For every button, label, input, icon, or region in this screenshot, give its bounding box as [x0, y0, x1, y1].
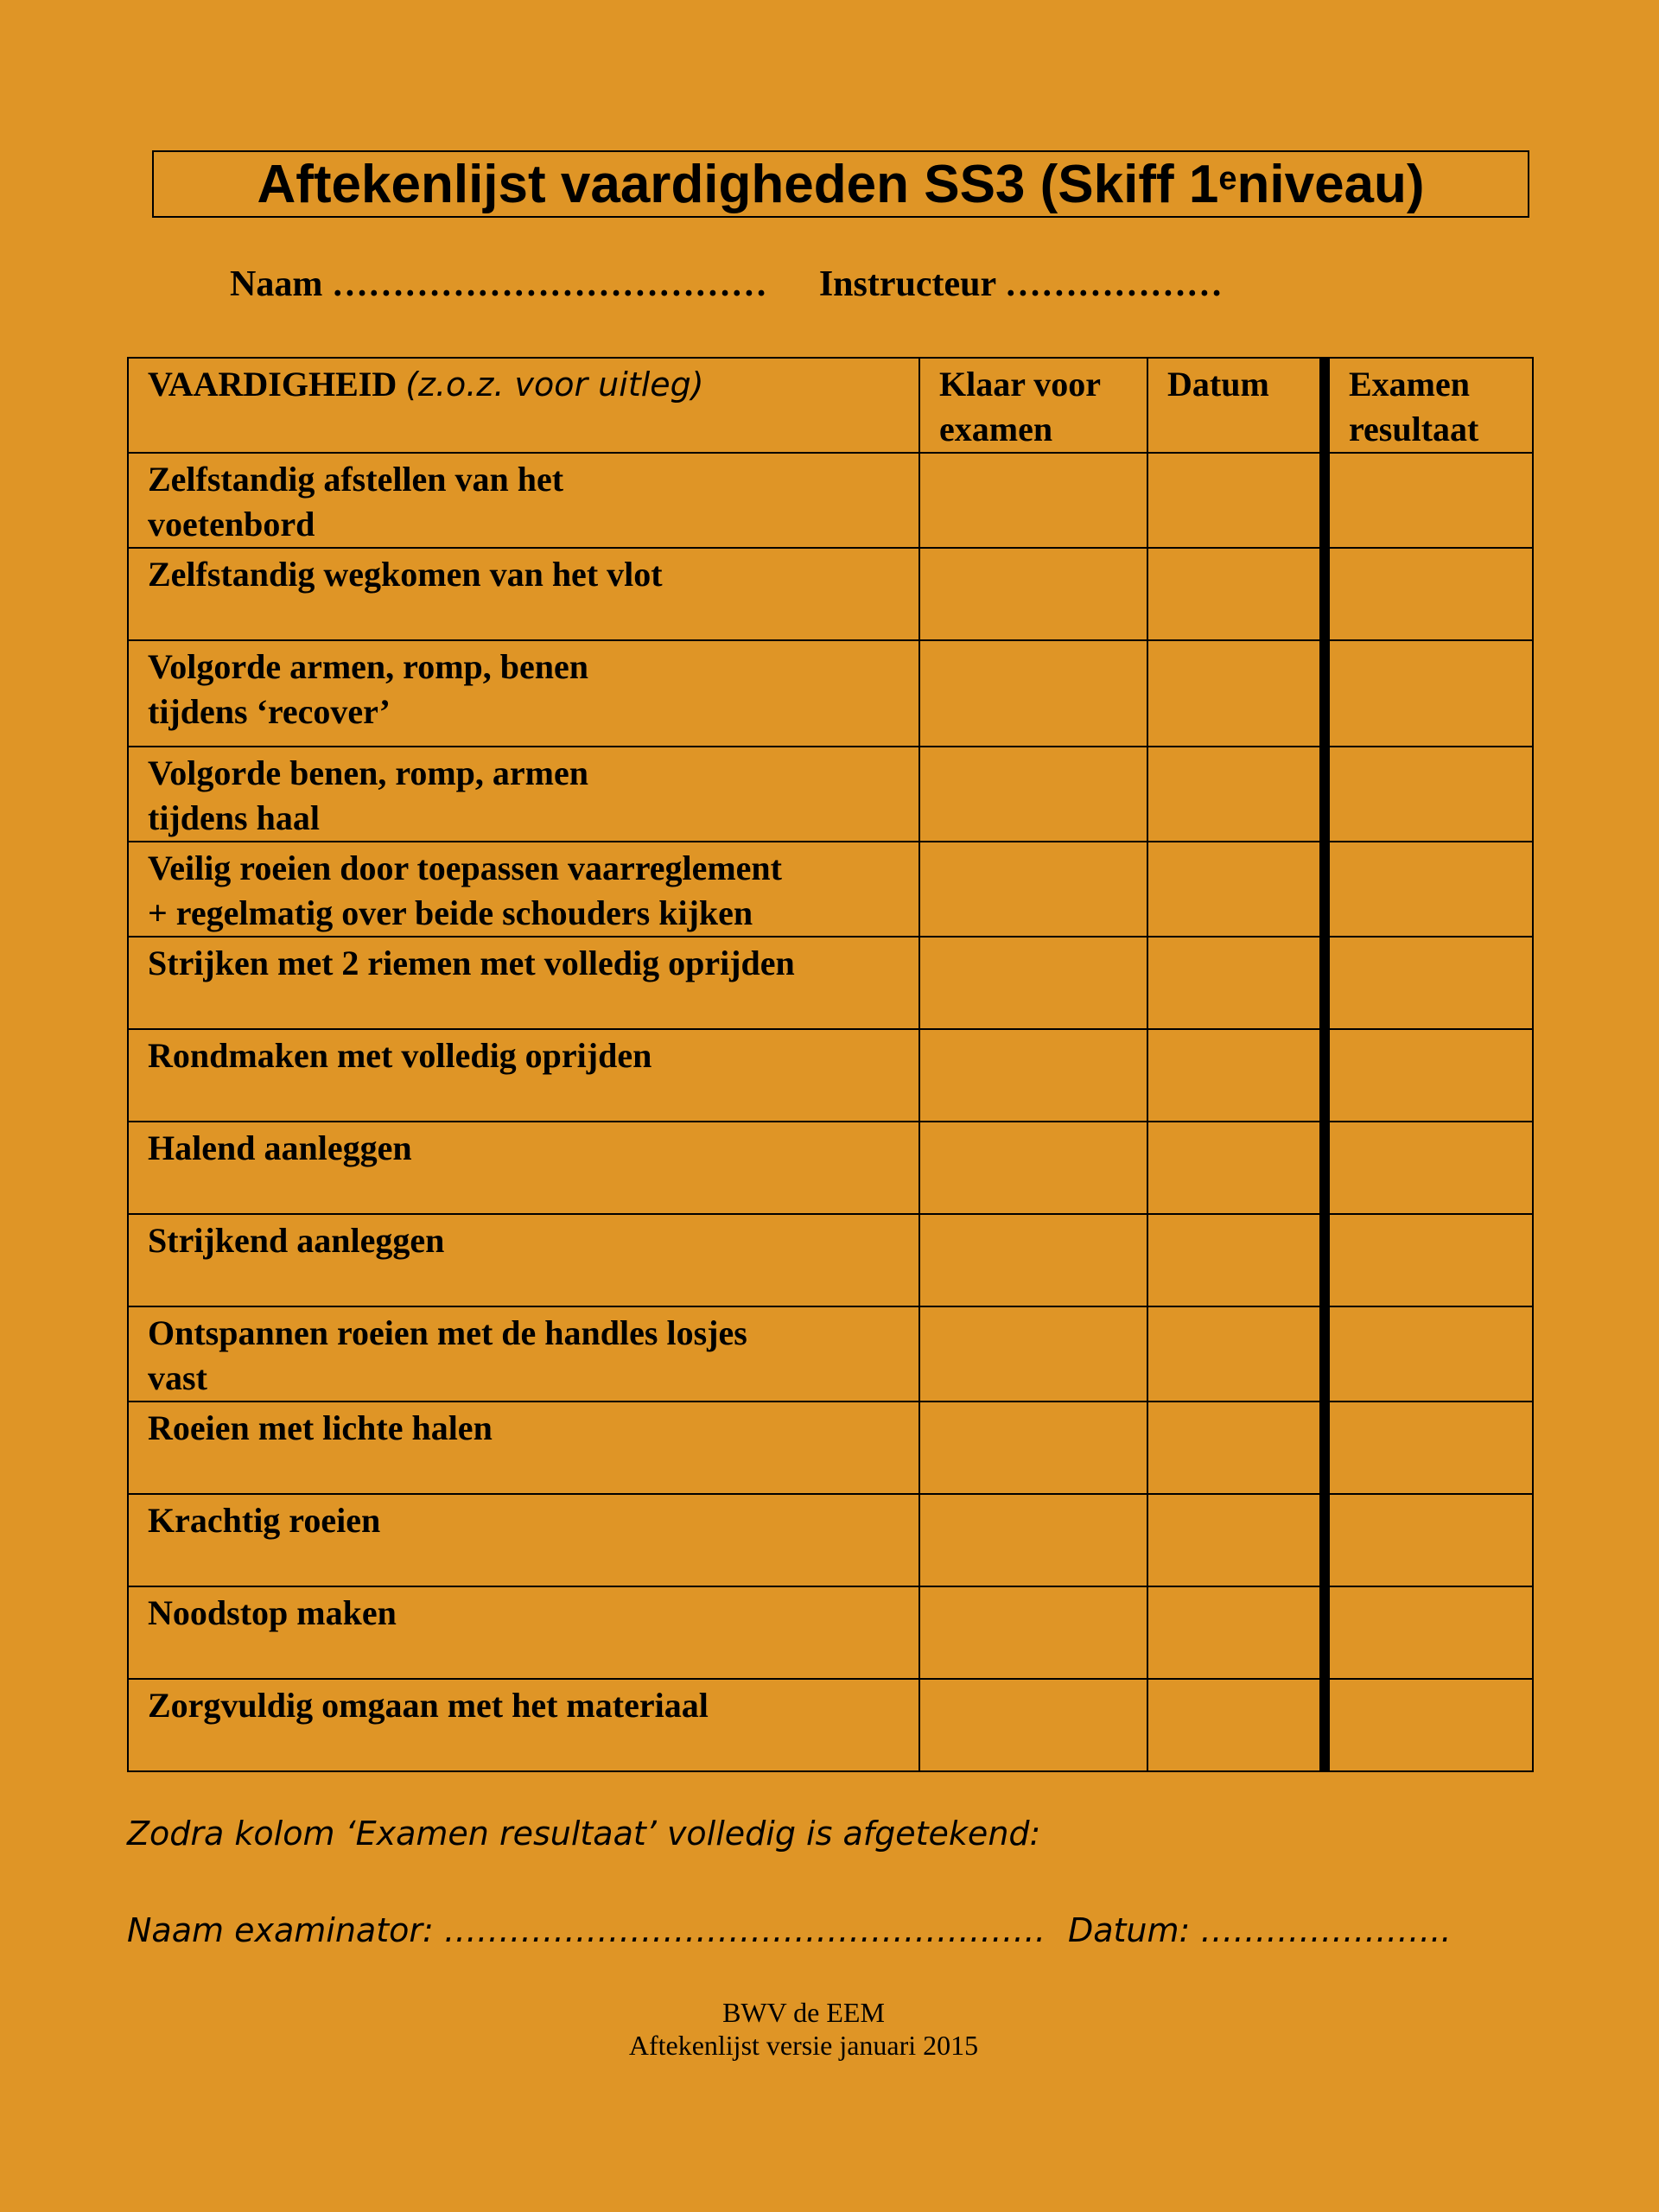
skill-label-continued: + regelmatig over beide schouders kijken — [148, 893, 753, 932]
skill-cell — [128, 1679, 919, 1771]
skill-label-continued: vast — [148, 1358, 207, 1397]
date-cell[interactable] — [1147, 1494, 1325, 1586]
skill-cell — [128, 1586, 919, 1679]
skill-cell — [128, 1494, 919, 1586]
header-ready: Klaar voor examen — [919, 358, 1147, 453]
examiner-date-field: Datum: ………………….. — [1067, 1911, 1452, 1949]
ready-cell[interactable] — [919, 640, 1147, 747]
result-cell[interactable] — [1325, 937, 1533, 1029]
table-row — [128, 1586, 1533, 1679]
skill-label: Veilig roeien door toepassen vaarreglement — [148, 849, 782, 887]
date-cell[interactable] — [1147, 1029, 1325, 1122]
date-cell[interactable] — [1147, 1679, 1325, 1771]
date-cell[interactable] — [1147, 1306, 1325, 1402]
skill-label-continued: tijdens haal — [148, 798, 320, 837]
instructeur-field: Instructeur ……………… — [818, 264, 1223, 304]
examiner-name-field: Naam examinator: ………………………………………………. — [127, 1911, 1046, 1949]
table-row — [128, 842, 1533, 937]
title-text-end: niveau) — [1236, 154, 1425, 214]
ready-cell[interactable] — [919, 1402, 1147, 1494]
skill-label: Volgorde armen, romp, benen — [148, 647, 588, 686]
date-cell[interactable] — [1147, 937, 1325, 1029]
date-cell[interactable] — [1147, 1214, 1325, 1306]
date-cell[interactable] — [1147, 548, 1325, 640]
date-cell[interactable] — [1147, 453, 1325, 548]
skill-cell — [128, 842, 919, 937]
table-row — [128, 1029, 1533, 1122]
ready-cell[interactable] — [919, 1494, 1147, 1586]
skill-label: Ontspannen roeien met de handles losjes — [148, 1313, 747, 1352]
result-cell[interactable] — [1325, 1586, 1533, 1679]
skill-cell — [128, 1029, 919, 1122]
table-row — [128, 1402, 1533, 1494]
result-cell[interactable] — [1325, 640, 1533, 747]
ready-cell[interactable] — [919, 1679, 1147, 1771]
ready-cell[interactable] — [919, 1029, 1147, 1122]
table-row — [128, 937, 1533, 1029]
table-row — [128, 747, 1533, 842]
skill-label: Zelfstandig afstellen van het — [148, 460, 564, 499]
name-fields — [230, 264, 1223, 305]
result-cell[interactable] — [1325, 1679, 1533, 1771]
skill-label-continued: tijdens ‘recover’ — [148, 692, 391, 731]
skill-label: Noodstop maken — [148, 1593, 397, 1632]
table-row — [128, 453, 1533, 548]
date-cell[interactable] — [1147, 640, 1325, 747]
ready-cell[interactable] — [919, 1586, 1147, 1679]
skill-label: Halend aanleggen — [148, 1128, 412, 1167]
skill-label: Volgorde benen, romp, armen — [148, 753, 588, 792]
result-cell[interactable] — [1325, 1214, 1533, 1306]
skill-cell — [128, 1122, 919, 1214]
result-cell[interactable] — [1325, 842, 1533, 937]
header-skill: VAARDIGHEID (z.o.z. voor uitleg) — [128, 358, 919, 453]
table-row — [128, 640, 1533, 747]
skill-cell — [128, 747, 919, 842]
table-row — [128, 1679, 1533, 1771]
footer-instruction: Zodra kolom ‘Examen resultaat’ volledig is afgetekend: — [127, 1815, 1041, 1853]
result-cell[interactable] — [1325, 1494, 1533, 1586]
table-header-row — [128, 358, 1533, 453]
date-cell[interactable] — [1147, 1402, 1325, 1494]
ready-cell[interactable] — [919, 747, 1147, 842]
result-cell[interactable] — [1325, 1029, 1533, 1122]
skill-cell — [128, 937, 919, 1029]
skill-label: Zorgvuldig omgaan met het materiaal — [148, 1686, 709, 1725]
skill-label-continued: voetenbord — [148, 505, 315, 543]
skills-table — [127, 357, 1534, 1772]
skill-cell — [128, 1214, 919, 1306]
naam-field: Naam ……………………………… — [230, 264, 767, 304]
result-cell[interactable] — [1325, 1402, 1533, 1494]
skill-cell — [128, 548, 919, 640]
date-cell[interactable] — [1147, 1122, 1325, 1214]
footer-version: Aftekenlijst versie januari 2015 — [628, 2030, 979, 2061]
result-cell[interactable] — [1325, 548, 1533, 640]
table-row — [128, 1306, 1533, 1402]
date-cell[interactable] — [1147, 1586, 1325, 1679]
page-title — [152, 150, 1529, 218]
title-text: Aftekenlijst vaardigheden SS3 (Skiff 1 — [257, 154, 1219, 214]
date-cell[interactable] — [1147, 842, 1325, 937]
ready-cell[interactable] — [919, 937, 1147, 1029]
ready-cell[interactable] — [919, 1306, 1147, 1402]
skill-label: Rondmaken met volledig oprijden — [148, 1036, 652, 1075]
table-row — [128, 1122, 1533, 1214]
skill-cell — [128, 453, 919, 548]
skill-label: Strijkend aanleggen — [148, 1221, 445, 1260]
header-skill-note: (z.o.z. voor uitleg) — [405, 365, 704, 404]
result-cell[interactable] — [1325, 1122, 1533, 1214]
ready-cell[interactable] — [919, 1214, 1147, 1306]
footer-org: BWV de EEM — [722, 1997, 885, 2028]
skill-label: Zelfstandig wegkomen van het vlot — [148, 555, 663, 594]
table-row — [128, 1494, 1533, 1586]
ready-cell[interactable] — [919, 548, 1147, 640]
skill-cell — [128, 1402, 919, 1494]
skill-label: Strijken met 2 riemen met volledig oprijden — [148, 944, 795, 982]
skill-label: Roeien met lichte halen — [148, 1408, 493, 1447]
examiner-line — [127, 1911, 1452, 1949]
result-cell[interactable] — [1325, 747, 1533, 842]
table-row — [128, 1214, 1533, 1306]
skill-cell — [128, 640, 919, 747]
header-date: Datum — [1147, 358, 1325, 453]
table-row — [128, 548, 1533, 640]
skill-label: Krachtig roeien — [148, 1501, 381, 1540]
ready-cell[interactable] — [919, 1122, 1147, 1214]
result-cell[interactable] — [1325, 1306, 1533, 1402]
ready-cell[interactable] — [919, 453, 1147, 548]
skill-cell — [128, 1306, 919, 1402]
result-cell[interactable] — [1325, 453, 1533, 548]
title-superscript: e — [1218, 160, 1237, 197]
date-cell[interactable] — [1147, 747, 1325, 842]
ready-cell[interactable] — [919, 842, 1147, 937]
header-result: Examen resultaat — [1325, 358, 1533, 453]
